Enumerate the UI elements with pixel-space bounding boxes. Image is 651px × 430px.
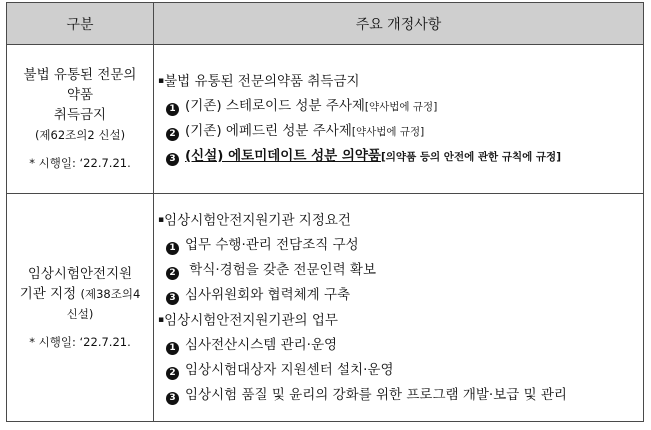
section-heading: ▪불법 유통된 전문의약품 취득금지 (158, 73, 360, 90)
effective-date: * 시행일: ‘22.7.21. (29, 156, 131, 170)
table-row (7, 45, 644, 194)
list-item: 2 임상시험대상자 지원센터 설치·운영 (158, 358, 643, 383)
square-bullet-icon: ▪ (158, 214, 165, 225)
row-details-cell (154, 45, 644, 194)
row-details-cell (154, 194, 644, 422)
item-note: [의약품 등의 안전에 관한 규칙에 규정] (380, 151, 562, 163)
list-item: 3 심사위원회와 협력체계 구축 (158, 283, 643, 308)
category-title-line: 취득금지 (53, 107, 107, 123)
list-item: 2 (기존) 에페드린 성분 주사제[약사법에 규정] (158, 119, 643, 144)
square-bullet-icon: ▪ (158, 314, 165, 325)
list-item: 3 임상시험 품질 및 윤리의 강화를 위한 프로그램 개발·보급 및 관리 (158, 383, 643, 408)
table-row (7, 194, 644, 422)
category-title-line: 약품 (66, 87, 94, 103)
amendment-table (6, 2, 644, 422)
article-reference: (제62조의2 신설) (34, 128, 126, 142)
list-item: 1 업무 수행·관리 전담조직 구성 (158, 233, 643, 258)
list-item: 2 학식·경험을 갖춘 전문인력 확보 (158, 258, 643, 283)
list-item: 1 심사전산시스템 관리·운영 (158, 333, 643, 358)
number-circle-icon: 1 (166, 342, 179, 355)
number-circle-icon: 3 (166, 153, 179, 166)
table-header-row (7, 3, 644, 45)
number-circle-icon: 1 (166, 103, 179, 116)
article-reference: 신설) (66, 306, 94, 321)
category-title-line: 불법 유통된 전문의 (23, 67, 137, 83)
header-category: 구분 (7, 3, 154, 45)
item-note: [약사법에 규정] (351, 126, 425, 138)
list-item: 1 (기존) 스테로이드 성분 주사제[약사법에 규정] (158, 94, 643, 119)
square-bullet-icon: ▪ (158, 76, 165, 86)
category-title-line: 임상시험안전지원 (27, 265, 133, 282)
header-main-changes: 주요 개정사항 (154, 3, 644, 45)
number-circle-icon: 3 (166, 392, 179, 405)
section-heading: ▪임상시험안전지원기관의 업무 (158, 312, 338, 328)
row-category-cell (7, 194, 154, 422)
number-circle-icon: 2 (166, 128, 179, 141)
section-heading: ▪임상시험안전지원기관 지정요건 (158, 212, 351, 228)
article-reference: (제38조의4 (80, 286, 141, 301)
number-circle-icon: 2 (166, 367, 179, 380)
number-circle-icon: 2 (166, 267, 179, 280)
row-category-cell (7, 45, 154, 194)
list-item-highlighted: 3 (신설) 에토미데이트 성분 의약품[의약품 등의 안전에 관한 규칙에 규정] (158, 144, 643, 169)
category-title-line: 기관 지정 (제38조의4 (19, 285, 141, 302)
item-note: [약사법에 규정] (364, 101, 438, 113)
number-circle-icon: 3 (166, 292, 179, 305)
effective-date: * 시행일: ‘22.7.21. (29, 334, 131, 349)
number-circle-icon: 1 (166, 242, 179, 255)
